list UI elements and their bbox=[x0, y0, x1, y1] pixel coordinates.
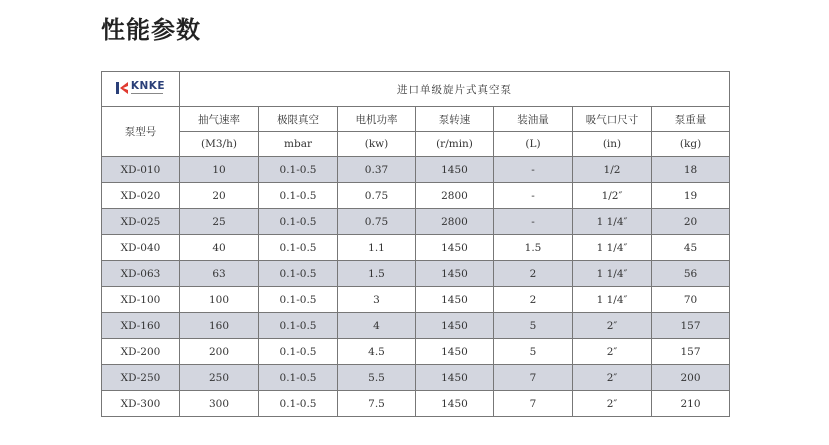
column-header: 泵转速 bbox=[416, 107, 494, 132]
table-cell: 1450 bbox=[416, 313, 494, 339]
table-cell: 1 1/4″ bbox=[573, 209, 652, 235]
column-unit: (M3/h) bbox=[180, 132, 259, 157]
model-cell: XD-025 bbox=[102, 209, 180, 235]
column-header: 装油量 bbox=[494, 107, 573, 132]
model-cell: XD-250 bbox=[102, 365, 180, 391]
column-unit-row bbox=[102, 132, 730, 157]
table-cell: 0.75 bbox=[338, 209, 416, 235]
logo-text-group bbox=[131, 81, 165, 96]
column-unit: (r/min) bbox=[416, 132, 494, 157]
model-cell: XD-100 bbox=[102, 287, 180, 313]
column-header: 吸气口尺寸 bbox=[573, 107, 652, 132]
table-cell: 7 bbox=[494, 365, 573, 391]
table-row bbox=[102, 287, 730, 313]
column-unit: mbar bbox=[259, 132, 338, 157]
table-cell: 2″ bbox=[573, 339, 652, 365]
table-cell: 1450 bbox=[416, 287, 494, 313]
table-row bbox=[102, 183, 730, 209]
knke-logo bbox=[116, 81, 165, 96]
table-cell: 1.5 bbox=[338, 261, 416, 287]
model-cell: XD-010 bbox=[102, 157, 180, 183]
table-cell: 1450 bbox=[416, 339, 494, 365]
model-cell: XD-160 bbox=[102, 313, 180, 339]
table-title: 进口单级旋片式真空泵 bbox=[180, 72, 730, 107]
table-cell: 0.75 bbox=[338, 183, 416, 209]
table-cell: 20 bbox=[652, 209, 730, 235]
table-cell: 0.1-0.5 bbox=[259, 339, 338, 365]
table-cell: 300 bbox=[180, 391, 259, 417]
model-cell: XD-040 bbox=[102, 235, 180, 261]
table-title-row bbox=[102, 72, 730, 107]
table-cell: 56 bbox=[652, 261, 730, 287]
table-row bbox=[102, 365, 730, 391]
table-row bbox=[102, 157, 730, 183]
table-cell: 1450 bbox=[416, 365, 494, 391]
table-cell: 4.5 bbox=[338, 339, 416, 365]
table-row bbox=[102, 235, 730, 261]
table-cell: 2 bbox=[494, 287, 573, 313]
table-cell: 2800 bbox=[416, 209, 494, 235]
table-row bbox=[102, 209, 730, 235]
logo-tagline-mark bbox=[131, 92, 163, 95]
column-unit: (L) bbox=[494, 132, 573, 157]
table-cell: 157 bbox=[652, 313, 730, 339]
column-unit: (kg) bbox=[652, 132, 730, 157]
model-cell: XD-300 bbox=[102, 391, 180, 417]
table-cell: 5 bbox=[494, 313, 573, 339]
column-header: 电机功率 bbox=[338, 107, 416, 132]
table-row bbox=[102, 339, 730, 365]
table-row bbox=[102, 261, 730, 287]
page-title: 性能参数 bbox=[101, 16, 201, 44]
table-cell: 1.1 bbox=[338, 235, 416, 261]
table-cell: 5.5 bbox=[338, 365, 416, 391]
table-cell: 1/2 bbox=[573, 157, 652, 183]
table-cell: 45 bbox=[652, 235, 730, 261]
logo-text: KNKE bbox=[130, 79, 166, 92]
column-name-row bbox=[102, 107, 730, 132]
table-cell: 1450 bbox=[416, 157, 494, 183]
column-unit: (kw) bbox=[338, 132, 416, 157]
table-cell: 1/2″ bbox=[573, 183, 652, 209]
table-cell: 19 bbox=[652, 183, 730, 209]
table-cell: 0.1-0.5 bbox=[259, 365, 338, 391]
table-cell: 2 bbox=[494, 261, 573, 287]
table-cell: 10 bbox=[180, 157, 259, 183]
model-cell: XD-020 bbox=[102, 183, 180, 209]
model-cell: XD-063 bbox=[102, 261, 180, 287]
model-cell: XD-200 bbox=[102, 339, 180, 365]
table-cell: 1.5 bbox=[494, 235, 573, 261]
table-row bbox=[102, 313, 730, 339]
table-cell: 3 bbox=[338, 287, 416, 313]
table-cell: 1450 bbox=[416, 391, 494, 417]
table-cell: 2″ bbox=[573, 313, 652, 339]
table-cell: 63 bbox=[180, 261, 259, 287]
table-cell: 0.1-0.5 bbox=[259, 209, 338, 235]
column-header: 极限真空 bbox=[259, 107, 338, 132]
table-cell: 4 bbox=[338, 313, 416, 339]
column-unit: (in) bbox=[573, 132, 652, 157]
table-cell: 157 bbox=[652, 339, 730, 365]
spec-table bbox=[101, 71, 730, 417]
table-cell: 2800 bbox=[416, 183, 494, 209]
table-cell: 1450 bbox=[416, 235, 494, 261]
table-cell: 2″ bbox=[573, 365, 652, 391]
spec-table-body bbox=[102, 72, 730, 417]
table-cell: 7 bbox=[494, 391, 573, 417]
column-header: 泵重量 bbox=[652, 107, 730, 132]
table-cell: - bbox=[494, 183, 573, 209]
table-cell: 0.1-0.5 bbox=[259, 391, 338, 417]
table-cell: 0.1-0.5 bbox=[259, 157, 338, 183]
table-cell: - bbox=[494, 209, 573, 235]
table-cell: 20 bbox=[180, 183, 259, 209]
table-cell: 0.1-0.5 bbox=[259, 261, 338, 287]
table-cell: 200 bbox=[652, 365, 730, 391]
table-cell: 0.1-0.5 bbox=[259, 183, 338, 209]
table-cell: 210 bbox=[652, 391, 730, 417]
table-cell: 0.1-0.5 bbox=[259, 287, 338, 313]
table-cell: 5 bbox=[494, 339, 573, 365]
table-cell: 0.37 bbox=[338, 157, 416, 183]
table-cell: 1 1/4″ bbox=[573, 261, 652, 287]
table-cell: 1 1/4″ bbox=[573, 287, 652, 313]
table-cell: 0.1-0.5 bbox=[259, 235, 338, 261]
table-cell: 100 bbox=[180, 287, 259, 313]
table-row bbox=[102, 391, 730, 417]
table-cell: 18 bbox=[652, 157, 730, 183]
table-cell: 200 bbox=[180, 339, 259, 365]
table-cell: 70 bbox=[652, 287, 730, 313]
table-cell: 1450 bbox=[416, 261, 494, 287]
table-cell: 25 bbox=[180, 209, 259, 235]
table-cell: 2″ bbox=[573, 391, 652, 417]
table-cell: 0.1-0.5 bbox=[259, 313, 338, 339]
table-cell: 160 bbox=[180, 313, 259, 339]
table-cell: - bbox=[494, 157, 573, 183]
logo-cell bbox=[102, 72, 180, 107]
knke-logo-icon bbox=[116, 82, 128, 94]
column-header: 抽气速率 bbox=[180, 107, 259, 132]
table-cell: 40 bbox=[180, 235, 259, 261]
model-header: 泵型号 bbox=[102, 107, 180, 157]
table-cell: 250 bbox=[180, 365, 259, 391]
table-cell: 1 1/4″ bbox=[573, 235, 652, 261]
table-cell: 7.5 bbox=[338, 391, 416, 417]
